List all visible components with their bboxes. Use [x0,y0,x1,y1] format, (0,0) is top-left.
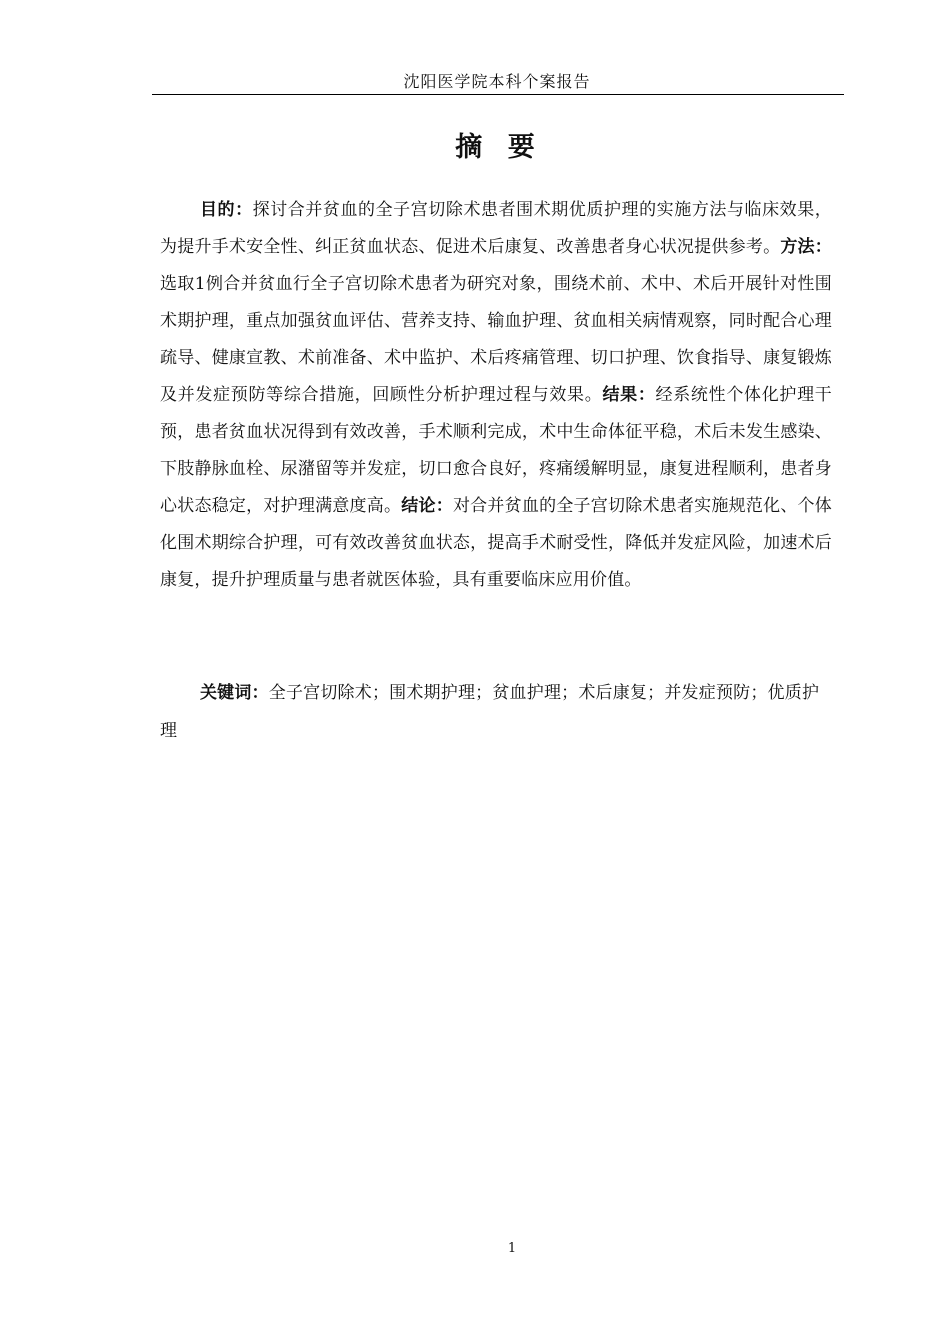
result-text: 经系统性个体化护理干预，患者贫血状况得到有效改善，手术顺利完成，术中生命体征平稳，术后未发生感染、下肢静脉血栓、尿潴留等并发症，切口愈合良好，疼痛缓解明显，康复进程顺利，患者身心状态稳定，对护理满意度高。 [160,385,833,516]
purpose-label: 目的： [199,200,253,220]
abstract-title: 摘 要 [455,132,543,163]
header-rule [152,94,844,95]
conclusion-label: 结论： [401,496,453,516]
result-label: 结果： [602,385,656,405]
running-header: 沈阳医学院本科个案报告 [403,72,591,91]
keywords-text: 全子宫切除术；围术期护理；贫血护理；术后康复；并发症预防；优质护理 [160,683,820,741]
method-text: 选取1例合并贫血行全子宫切除术患者为研究对象，围绕术前、术中、术后开展针对性围术期护理，重点加强贫血评估、营养支持、输血护理、贫血相关病情观察，同时配合心理疏导、健康宣教、术前准备、术中监护、术后疼痛管理、切口护理、饮食指导、康复锻炼及并发症预防等综合措施，回顾性分析护理过程与效果。 [160,274,832,405]
abstract-paragraph [160,192,832,599]
method-label: 方法： [780,237,832,257]
keywords-label: 关键词： [199,683,269,703]
conclusion-text: 对合并贫血的全子宫切除术患者实施规范化、个体化围术期综合护理，可有效改善贫血状态，提高手术耐受性，降低并发症风险，加速术后康复，提升护理质量与患者就医体验，具有重要临床应用价值。 [160,496,832,590]
page-number: 1 [507,1241,517,1256]
purpose-text: 探讨合并贫血的全子宫切除术患者围术期优质护理的实施方法与临床效果，为提升手术安全性、纠正贫血状态、促进术后康复、改善患者身心状况提供参考。 [160,200,832,257]
keywords-paragraph [160,674,832,750]
